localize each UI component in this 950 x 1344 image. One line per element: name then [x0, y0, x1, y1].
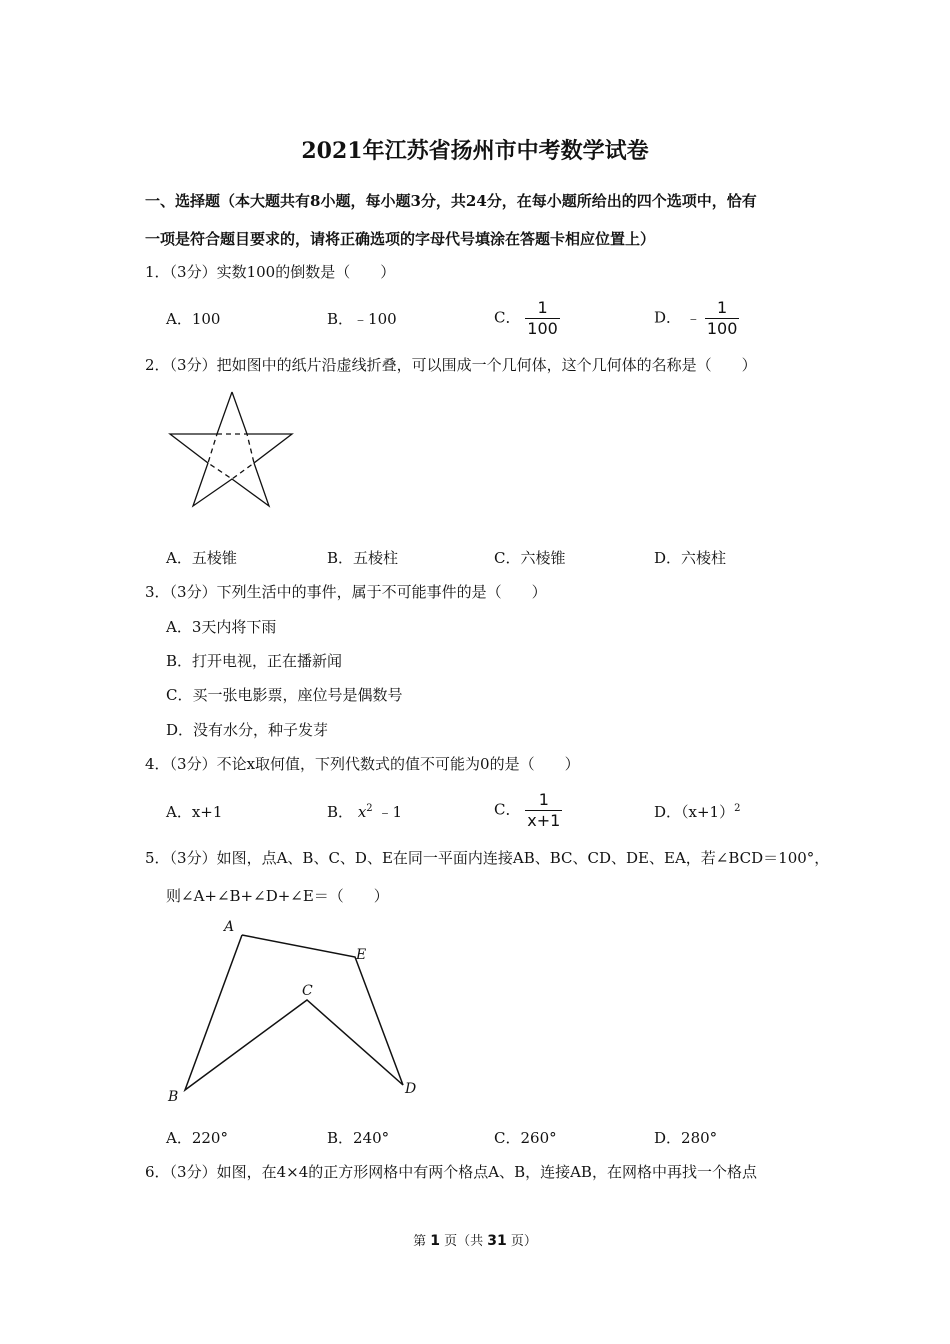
- option-label: D．（x+1）: [654, 803, 735, 821]
- point-label-c: C: [302, 983, 313, 999]
- question-4-option-d: [654, 801, 740, 822]
- option-label: B．: [327, 803, 354, 821]
- star-outline: [170, 392, 292, 506]
- question-2-option-a: A．五棱锥: [166, 549, 237, 567]
- section-heading-line2: 一项是符合题目要求的，请将正确选项的字母代号填涂在答题卡相应位置上）: [145, 230, 656, 248]
- question-5-stem-line2: 则∠A+∠B+∠D+∠E＝（ ）: [166, 887, 389, 905]
- fraction: [525, 790, 562, 831]
- denominator: 100: [527, 319, 558, 338]
- numerator: 1: [717, 298, 728, 317]
- question-4-option-c: [494, 790, 562, 831]
- footer-total-pages: 31: [487, 1233, 507, 1249]
- question-5-option-c: C．260°: [494, 1129, 557, 1147]
- denominator: x+1: [527, 811, 561, 830]
- figure-outline: [185, 935, 403, 1090]
- page-title: 2021年江苏省扬州市中考数学试卷: [301, 138, 649, 164]
- exponent: 2: [734, 803, 741, 814]
- star-net-figure: [168, 390, 294, 510]
- point-label-e: E: [356, 947, 367, 963]
- question-1-stem: 1．（3分）实数100的倒数是（ ）: [145, 263, 396, 281]
- question-2-option-b: B．五棱柱: [327, 549, 399, 567]
- question-1-option-d: [654, 298, 739, 339]
- point-label-b: B: [168, 1089, 179, 1105]
- question-2-option-c: C．六棱锥: [494, 549, 566, 567]
- question-2-option-d: D．六棱柱: [654, 549, 727, 567]
- footer-mid: 页（共: [444, 1234, 484, 1249]
- option-label: C．: [494, 308, 521, 327]
- question-1-option-a: A．100: [166, 310, 221, 328]
- numerator: 1: [538, 790, 549, 809]
- option-label: C．: [494, 800, 521, 819]
- point-label-a: A: [224, 919, 235, 935]
- question-5-option-b: B．240°: [327, 1129, 390, 1147]
- expression-tail: ﹣1: [377, 803, 402, 821]
- question-2-stem: 2．（3分）把如图中的纸片沿虚线折叠，可以围成一个几何体，这个几何体的名称是（ ）: [145, 356, 757, 374]
- question-4-stem: 4．（3分）不论x取何值，下列代数式的值不可能为0的是（ ）: [145, 755, 580, 773]
- question-3-stem: 3．（3分）下列生活中的事件，属于不可能事件的是（ ）: [145, 583, 547, 601]
- numerator: 1: [537, 298, 548, 317]
- exponent: 2: [366, 803, 373, 814]
- section-heading-line1: 一、选择题（本大题共有8小题，每小题3分，共24分，在每小题所给出的四个选项中，恰有: [145, 192, 757, 210]
- question-1-option-c: [494, 298, 560, 339]
- pentagon-figure: [160, 915, 430, 1110]
- minus-sign: ﹣: [685, 308, 701, 327]
- footer-prefix: 第: [413, 1234, 427, 1249]
- option-label: D．: [654, 308, 682, 327]
- footer-suffix: 页）: [510, 1234, 537, 1249]
- question-3-option-a: A．3天内将下雨: [166, 618, 277, 636]
- question-5-stem-line1: 5．（3分）如图，点A、B、C、D、E在同一平面内连接AB、BC、CD、DE、EA，若∠BCD＝100°，: [145, 849, 830, 867]
- question-1-option-b: B．﹣100: [327, 310, 397, 328]
- footer-page-number: 1: [430, 1233, 440, 1249]
- page-footer: [0, 1230, 950, 1249]
- dashed-fold-pentagon: [208, 434, 254, 479]
- question-4-option-b: [327, 801, 402, 822]
- point-label-d: D: [405, 1081, 417, 1097]
- question-5-option-d: D．280°: [654, 1129, 718, 1147]
- question-3-option-b: B．打开电视，正在播新闻: [166, 652, 343, 670]
- question-6-stem: 6．（3分）如图，在4×4的正方形网格中有两个格点A、B，连接AB，在网格中再找一个格点: [145, 1163, 757, 1181]
- variable: x: [357, 803, 367, 821]
- fraction: [525, 298, 560, 339]
- question-5-option-a: A．220°: [166, 1129, 228, 1147]
- fraction: [705, 298, 740, 339]
- question-3-option-d: D．没有水分，种子发芽: [166, 721, 329, 739]
- denominator: 100: [706, 319, 738, 338]
- question-4-option-a: A．x+1: [166, 803, 223, 821]
- question-3-option-c: C．买一张电影票，座位号是偶数号: [166, 686, 403, 704]
